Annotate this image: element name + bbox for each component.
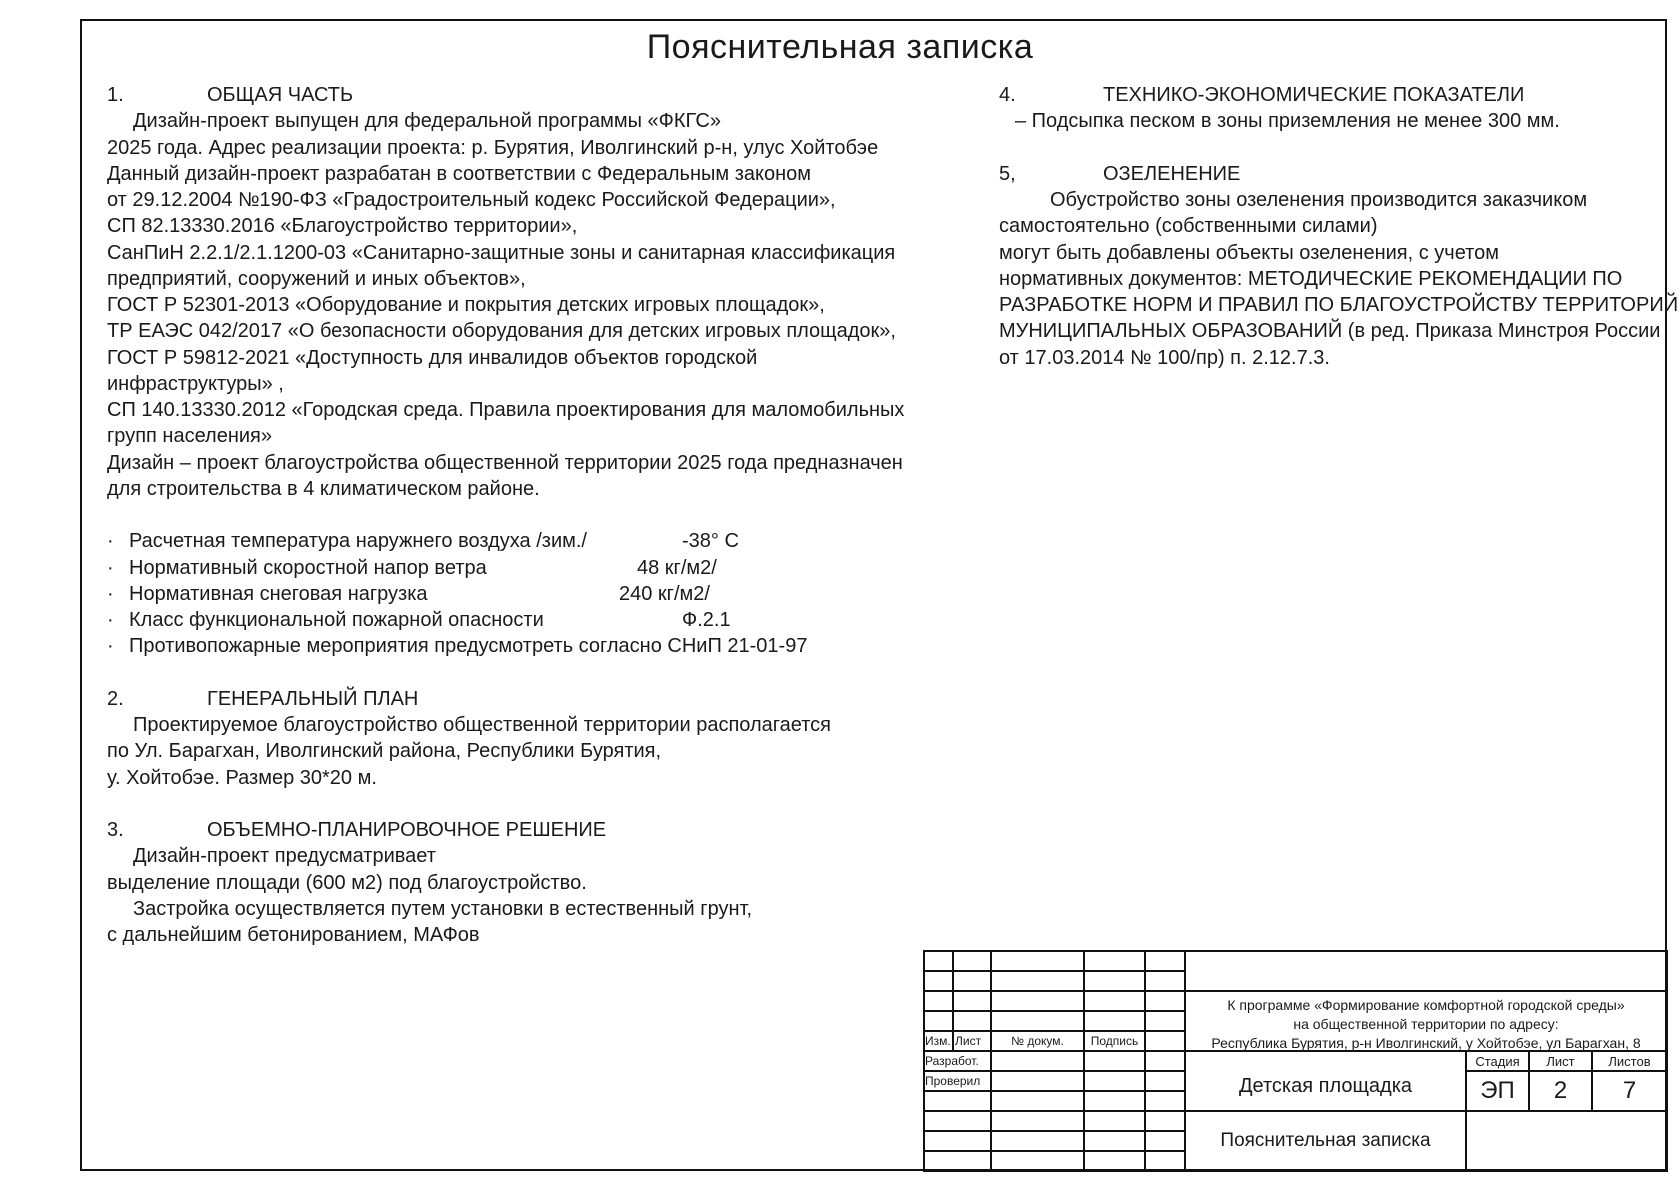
- text-line: выделение площади (600 м2) под благоустройство.: [107, 871, 587, 894]
- col-sign-label: Подпись: [1090, 1034, 1139, 1048]
- bullet-label: Нормативный скоростной напор ветра: [129, 556, 487, 579]
- bullet-icon: ·: [107, 609, 114, 631]
- bullet-value: -38° С: [682, 530, 739, 553]
- text-line: МУНИЦИПАЛЬНЫХ ОБРАЗОВАНИЙ (в ред. Приказа Минстроя России: [999, 320, 1661, 343]
- text-line: по Ул. Барагхан, Иволгинский района, Республики Бурятия,: [107, 740, 662, 763]
- text-line: самостоятельно (собственными силами): [999, 215, 1378, 238]
- page-title: Пояснительная записка: [646, 28, 1034, 66]
- text-line: Застройка осуществляется путем установки в естественный грунт,: [133, 897, 753, 920]
- bullet-value: Ф.2.1: [682, 609, 731, 631]
- sheet-label: Лист: [1546, 1054, 1575, 1069]
- bullet-label: Нормативная снеговая нагрузка: [129, 582, 428, 605]
- text-line: Дизайн-проект предусматривает: [133, 845, 436, 868]
- text-line: СанПиН 2.2.1/2.1.1200-03 «Санитарно-защитные зоны и санитарная классификация: [107, 241, 896, 264]
- bullet-label: Расчетная температура наружнего воздуха /зим./: [129, 530, 587, 553]
- text-line: Проектируемое благоустройство общественной территории располагается: [133, 714, 831, 736]
- text-line: Дизайн-проект выпущен для федеральной программы «ФКГС»: [133, 110, 721, 133]
- bullet-label: Противопожарные мероприятия предусмотреть согласно СНиП 21-01-97: [129, 635, 808, 658]
- address-line: К программе «Формирование комфортной городской среды»: [1227, 997, 1625, 1013]
- col-doc-label: № докум.: [1011, 1034, 1064, 1048]
- section-number: 4.: [999, 84, 1016, 106]
- col-list-label: Лист: [955, 1034, 982, 1048]
- checked-by-label: Проверил: [925, 1074, 981, 1088]
- section-title: ОЗЕЛЕНЕНИЕ: [1103, 162, 1241, 185]
- text-line: СП 140.13330.2012 «Городская среда. Правила проектирования для маломобильных: [107, 399, 905, 421]
- text-line: от 29.12.2004 №190-ФЗ «Градостроительный кодекс Российской Федерации»,: [107, 189, 836, 211]
- col-izm-label: Изм.: [925, 1034, 951, 1048]
- section-number: 2.: [107, 687, 124, 710]
- project-address: [1185, 996, 1667, 1053]
- text-line: нормативных документов: МЕТОДИЧЕСКИЕ РЕКОМЕНДАЦИИ ПО: [999, 267, 1623, 290]
- text-line: ГОСТ Р 59812-2021 «Доступность для инвалидов объектов городской: [107, 346, 758, 369]
- text-line: предприятий, сооружений и иных объектов»,: [107, 267, 526, 290]
- text-line: для строительства в 4 климатическом районе.: [107, 477, 540, 500]
- text-line: от 17.03.2014 № 100/пр) п. 2.12.7.3.: [999, 346, 1330, 369]
- object-name: Детская площадка: [1238, 1075, 1413, 1097]
- text-line: – Подсыпка песком в зоны приземления не менее 300 мм.: [1015, 110, 1560, 133]
- developed-by-label: Разработ.: [925, 1054, 979, 1068]
- bullet-label: Класс функциональной пожарной опасности: [129, 609, 544, 631]
- text-line: ГОСТ Р 52301-2013 «Оборудование и покрытия детских игровых площадок»,: [107, 294, 825, 316]
- text-line: 2025 года. Адрес реализации проекта: р. Бурятия, Иволгинский р-н, улус Хойтобэе: [107, 136, 879, 159]
- bullet-icon: ·: [107, 556, 114, 579]
- sheets-label: Листов: [1608, 1054, 1651, 1069]
- section-title: ГЕНЕРАЛЬНЫЙ ПЛАН: [207, 687, 419, 710]
- text-line: инфраструктуры» ,: [107, 372, 284, 395]
- section-number: 3.: [107, 819, 124, 841]
- sheet-title: Пояснительная записка: [1220, 1130, 1431, 1151]
- text-line: с дальнейшим бетонированием, МАФов: [107, 924, 480, 946]
- text-line: РАЗРАБОТКЕ НОРМ И ПРАВИЛ ПО БЛАГОУСТРОЙСТВУ ТЕРРИТОРИЙ: [999, 294, 1679, 316]
- address-line: на общественной территории по адресу:: [1293, 1016, 1559, 1032]
- sheets-value: 7: [1622, 1077, 1637, 1104]
- sheet-value: 2: [1553, 1077, 1568, 1104]
- section-title: ОБЪЕМНО-ПЛАНИРОВОЧНОЕ РЕШЕНИЕ: [207, 819, 607, 841]
- bullet-value: 48 кг/м2/: [637, 556, 717, 579]
- section-number: 5,: [999, 162, 1016, 185]
- section-number: 1.: [107, 84, 124, 106]
- text-line: групп населения»: [107, 425, 272, 448]
- section-title: ТЕХНИКО-ЭКОНОМИЧЕСКИЕ ПОКАЗАТЕЛИ: [1103, 84, 1525, 106]
- stage-label: Стадия: [1475, 1054, 1520, 1069]
- bullet-icon: ·: [107, 582, 114, 605]
- text-line: ТР ЕАЭС 042/2017 «О безопасности оборудования для детских игровых площадок»,: [107, 320, 896, 343]
- bullet-value: 240 кг/м2/: [619, 582, 710, 605]
- text-line: Обустройство зоны озеленения производится заказчиком: [1050, 189, 1588, 211]
- bullet-icon: ·: [107, 530, 114, 553]
- text-line: у. Хойтобэе. Размер 30*20 м.: [107, 766, 377, 789]
- address-line: Республика Бурятия, р-н Иволгинский, у Хойтобэе, ул Барагхан, 8: [1211, 1035, 1641, 1051]
- section-title: ОБЩАЯ ЧАСТЬ: [207, 84, 354, 106]
- text-line: Дизайн – проект благоустройства общественной территории 2025 года предназначен: [107, 451, 903, 474]
- text-line: СП 82.13330.2016 «Благоустройство территории»,: [107, 215, 578, 238]
- text-line: могут быть добавлены объекты озеленения, с учетом: [999, 241, 1499, 264]
- stage-value: ЭП: [1480, 1077, 1515, 1104]
- bullet-icon: ·: [107, 635, 114, 658]
- text-line: Данный дизайн-проект разрабатан в соответствии с Федеральным законом: [107, 162, 812, 185]
